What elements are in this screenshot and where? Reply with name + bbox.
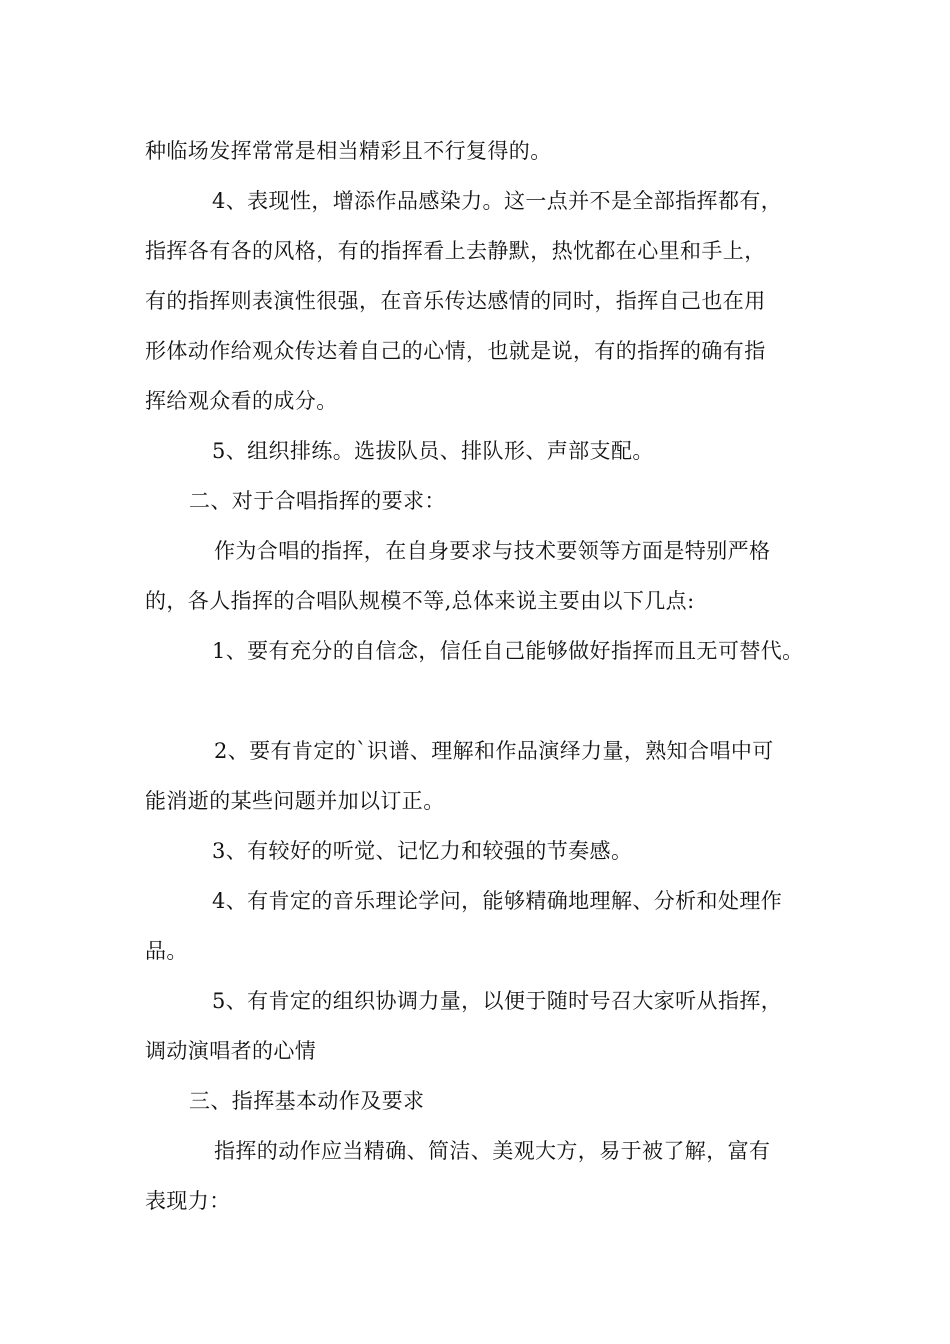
text-line: 指挥各有各的风格，有的指挥看上去静默，热忱都在心里和手上， [145,239,766,263]
text-line: 指挥的动作应当精确、简洁、美观大方，易于被了解，富有 [214,1139,771,1163]
text-line: 2、要有肯定的`识谱、理解和作品演绎力量，熟知合唱中可 [214,739,774,763]
text-line: 5、组织排练。选拔队员、排队形、声部支配。 [212,439,654,463]
section-heading: 二、对于合唱指挥的要求： [189,489,446,513]
text-line: 品。 [145,939,188,963]
text-line: 种临场发挥常常是相当精彩且不行复得的。 [145,139,552,163]
text-line: 挥给观众看的成分。 [145,389,338,413]
text-line: 有的指挥则表演性很强，在音乐传达感情的同时，指挥自己也在用 [145,289,766,313]
text-line: 4、有肯定的音乐理论学问，能够精确地理解、分析和处理作 [212,889,783,913]
text-line: 能消逝的某些问题并加以订正。 [145,789,445,813]
text-line: 的，各人指挥的合唱队规模不等,总体来说主要由以下几点: [145,589,695,613]
section-heading: 三、指挥基本动作及要求 [189,1089,425,1113]
text-line: 3、有较好的听觉、记忆力和较强的节奏感。 [212,839,633,863]
text-line: 作为合唱的指挥，在自身要求与技术要领等方面是特别严格 [214,539,771,563]
text-line: 5、有肯定的组织协调力量，以便于随时号召大家听从指挥， [212,989,783,1013]
text-line: 1、要有充分的自信念，信任自己能够做好指挥而且无可替代。 [212,639,804,663]
text-line: 表现力： [145,1189,231,1213]
text-line: 调动演唱者的心情 [145,1039,317,1063]
text-line: 4、表现性，增添作品感染力。这一点并不是全部指挥都有， [212,189,783,213]
text-line: 形体动作给观众传达着自己的心情，也就是说，有的指挥的确有指 [145,339,766,363]
